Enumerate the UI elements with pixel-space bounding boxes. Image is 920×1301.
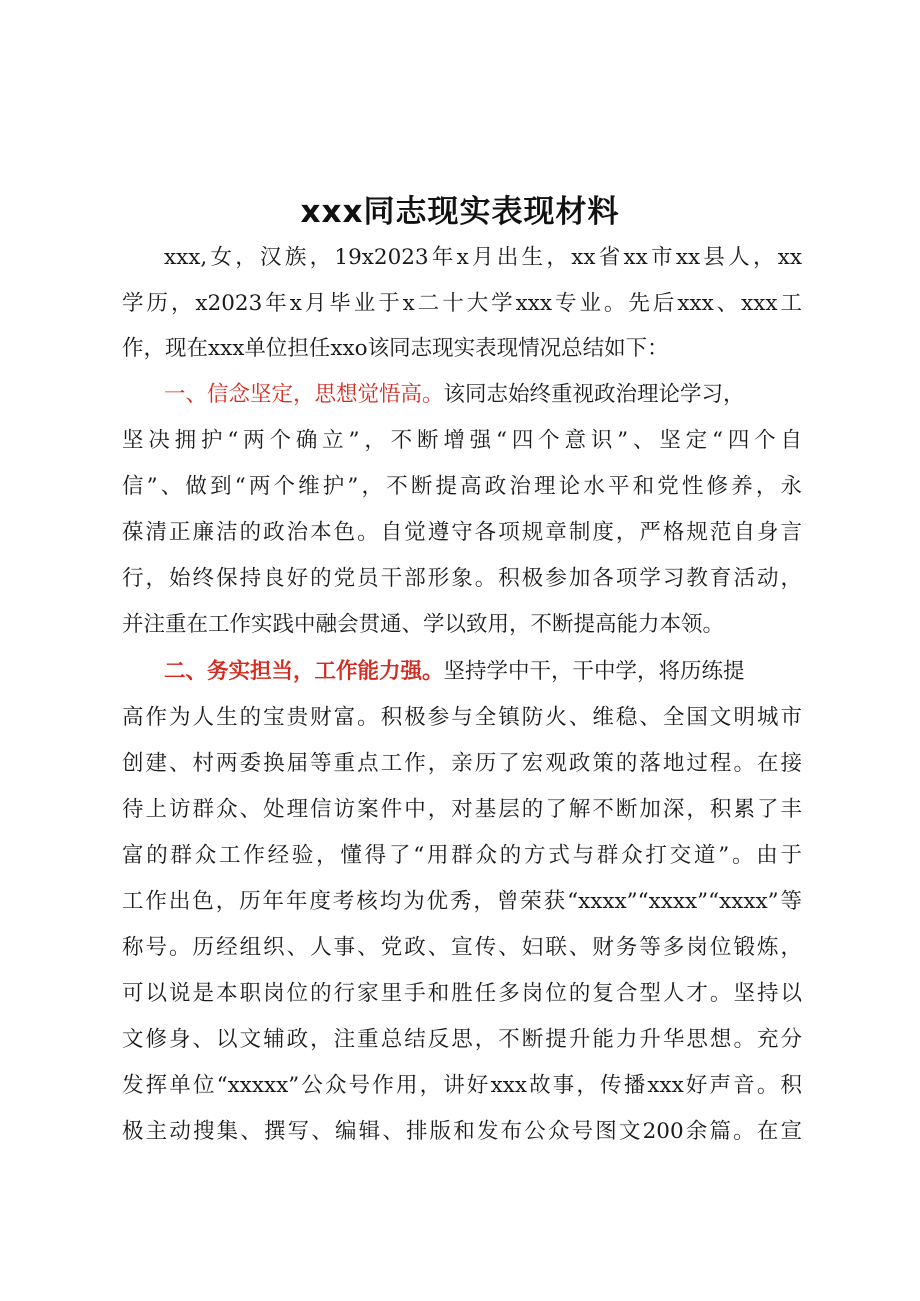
section2-text: 坚持学中干，干中学，将历练提	[443, 659, 745, 684]
body-line: xxx,女，汉族，19x2023年x月出生，xx省xx市xx县人，xx	[164, 245, 802, 270]
body-line: 高作为人生的宝贵财富。积极参与全镇防火、维稳、全国文明城市	[122, 705, 802, 730]
body-line: 称号。历经组织、人事、党政、宣传、妇联、财务等多岗位锻炼，	[122, 935, 802, 960]
body-line: 创建、村两委换届等重点工作，亲历了宏观政策的落地过程。在接	[122, 751, 802, 776]
body-line: 信”、做到“两个维护”，不断提高政治理论水平和党性修养，永	[122, 474, 802, 499]
document-title: xxx同志现实表现材料	[300, 194, 620, 230]
body-line: 学历，x2023年x月毕业于x二十大学xxx专业。先后xxx、xxx工	[122, 291, 802, 316]
section1-heading: 一、信念坚定，思想觉悟高。	[164, 382, 444, 407]
body-line: 并注重在工作实践中融会贯通、学以致用，不断提高能力本领。	[122, 612, 725, 637]
body-line: 行，始终保持良好的党员干部形象。积极参加各项学习教育活动，	[122, 566, 802, 591]
section1-line	[164, 373, 745, 417]
body-line: 坚决拥护“两个确立”，不断增强“四个意识”、坚定“四个自	[122, 428, 802, 453]
body-line: 发挥单位“xxxxx”公众号作用，讲好xxx故事，传播xxx好声音。积	[122, 1073, 802, 1098]
body-line: 工作出色，历年年度考核均为优秀，曾荣获“xxxx”“xxxx”“xxxx”等	[122, 889, 802, 914]
body-line: 极主动搜集、撰写、编辑、排版和发布公众号图文200余篇。在宣	[122, 1119, 802, 1144]
body-line: 富的群众工作经验，懂得了“用群众的方式与群众打交道”。由于	[122, 843, 802, 868]
section2-heading: 二、务实担当，工作能力强。	[164, 659, 444, 684]
body-line: 待上访群众、处理信访案件中，对基层的了解不断加深，积累了丰	[122, 797, 802, 822]
body-line: 文修身、以文辅政，注重总结反思，不断提升能力升华思想。充分	[122, 1027, 802, 1052]
section1-text: 该同志始终重视政治理论学习，	[443, 382, 745, 407]
body-line: 可以说是本职岗位的行家里手和胜任多岗位的复合型人才。坚持以	[122, 981, 802, 1006]
body-line: 作，现在xxx单位担任xxo该同志现实表现情况总结如下：	[122, 336, 669, 361]
section2-line	[164, 650, 745, 694]
body-line: 葆清正廉洁的政治本色。自觉遵守各项规章制度，严格规范自身言	[122, 520, 802, 545]
